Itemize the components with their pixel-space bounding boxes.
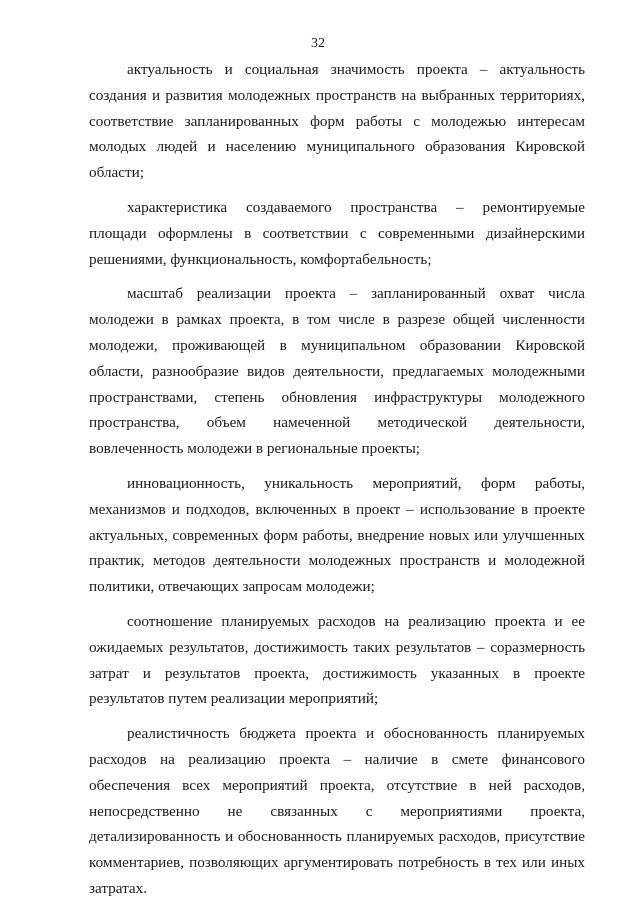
page-number: 32	[311, 36, 325, 51]
paragraph-space-characteristics: характеристика создаваемого пространства – ремонтируемые площади оформлены в соответствии с современными дизайнерскими решениями, функциональность, комфортабельность;	[89, 198, 585, 268]
paragraph-project-scale: масштаб реализации проекта – запланированный охват числа молодежи в рамках проекта, в том числе в разрезе общей численности молодежи, проживающей в муниципальном образовании Кировской области, разнообразие видов деятельности, предлагаемых молодежными пространствами, степень обновления инфраструктуры молодежного пространства, объем намеченной методической деятельности, вовлеченность молодежи в региональные проекты;	[89, 285, 585, 458]
paragraph-innovation: инновационность, уникальность мероприятий, форм работы, механизмов и подходов, включенных в проект – использование в проекте актуальных, современных форм работы, внедрение новых или улучшенных практик, методов деятельности молодежных пространств и молодежной политики, отвечающих запросам молодежи;	[89, 474, 585, 596]
paragraph-budget-realism: реалистичность бюджета проекта и обоснованность планируемых расходов на реализацию проекта – наличие в смете финансового обеспечения всех мероприятий проекта, отсутствие в ней расходов, непосредственно не связанных с мероприятиями проекта, детализированность и обоснованность планируемых расходов, присутствие комментариев, позволяющих аргументировать потребность в тех или иных затратах.	[89, 725, 585, 897]
document-body	[89, 57, 585, 902]
paragraph-cost-results-ratio: соотношение планируемых расходов на реализацию проекта и ее ожидаемых результатов, достижимость таких результатов – соразмерность затрат и результатов проекта, достижимость указанных в проекте результатов путем реализации мероприятий;	[89, 612, 585, 708]
paragraph-relevance: актуальность и социальная значимость проекта – актуальность создания и развития молодежных пространств на выбранных территориях, соответствие запланированных форм работы с молодежью интересам молодых людей и населению муниципального образования Кировской области;	[89, 61, 585, 182]
